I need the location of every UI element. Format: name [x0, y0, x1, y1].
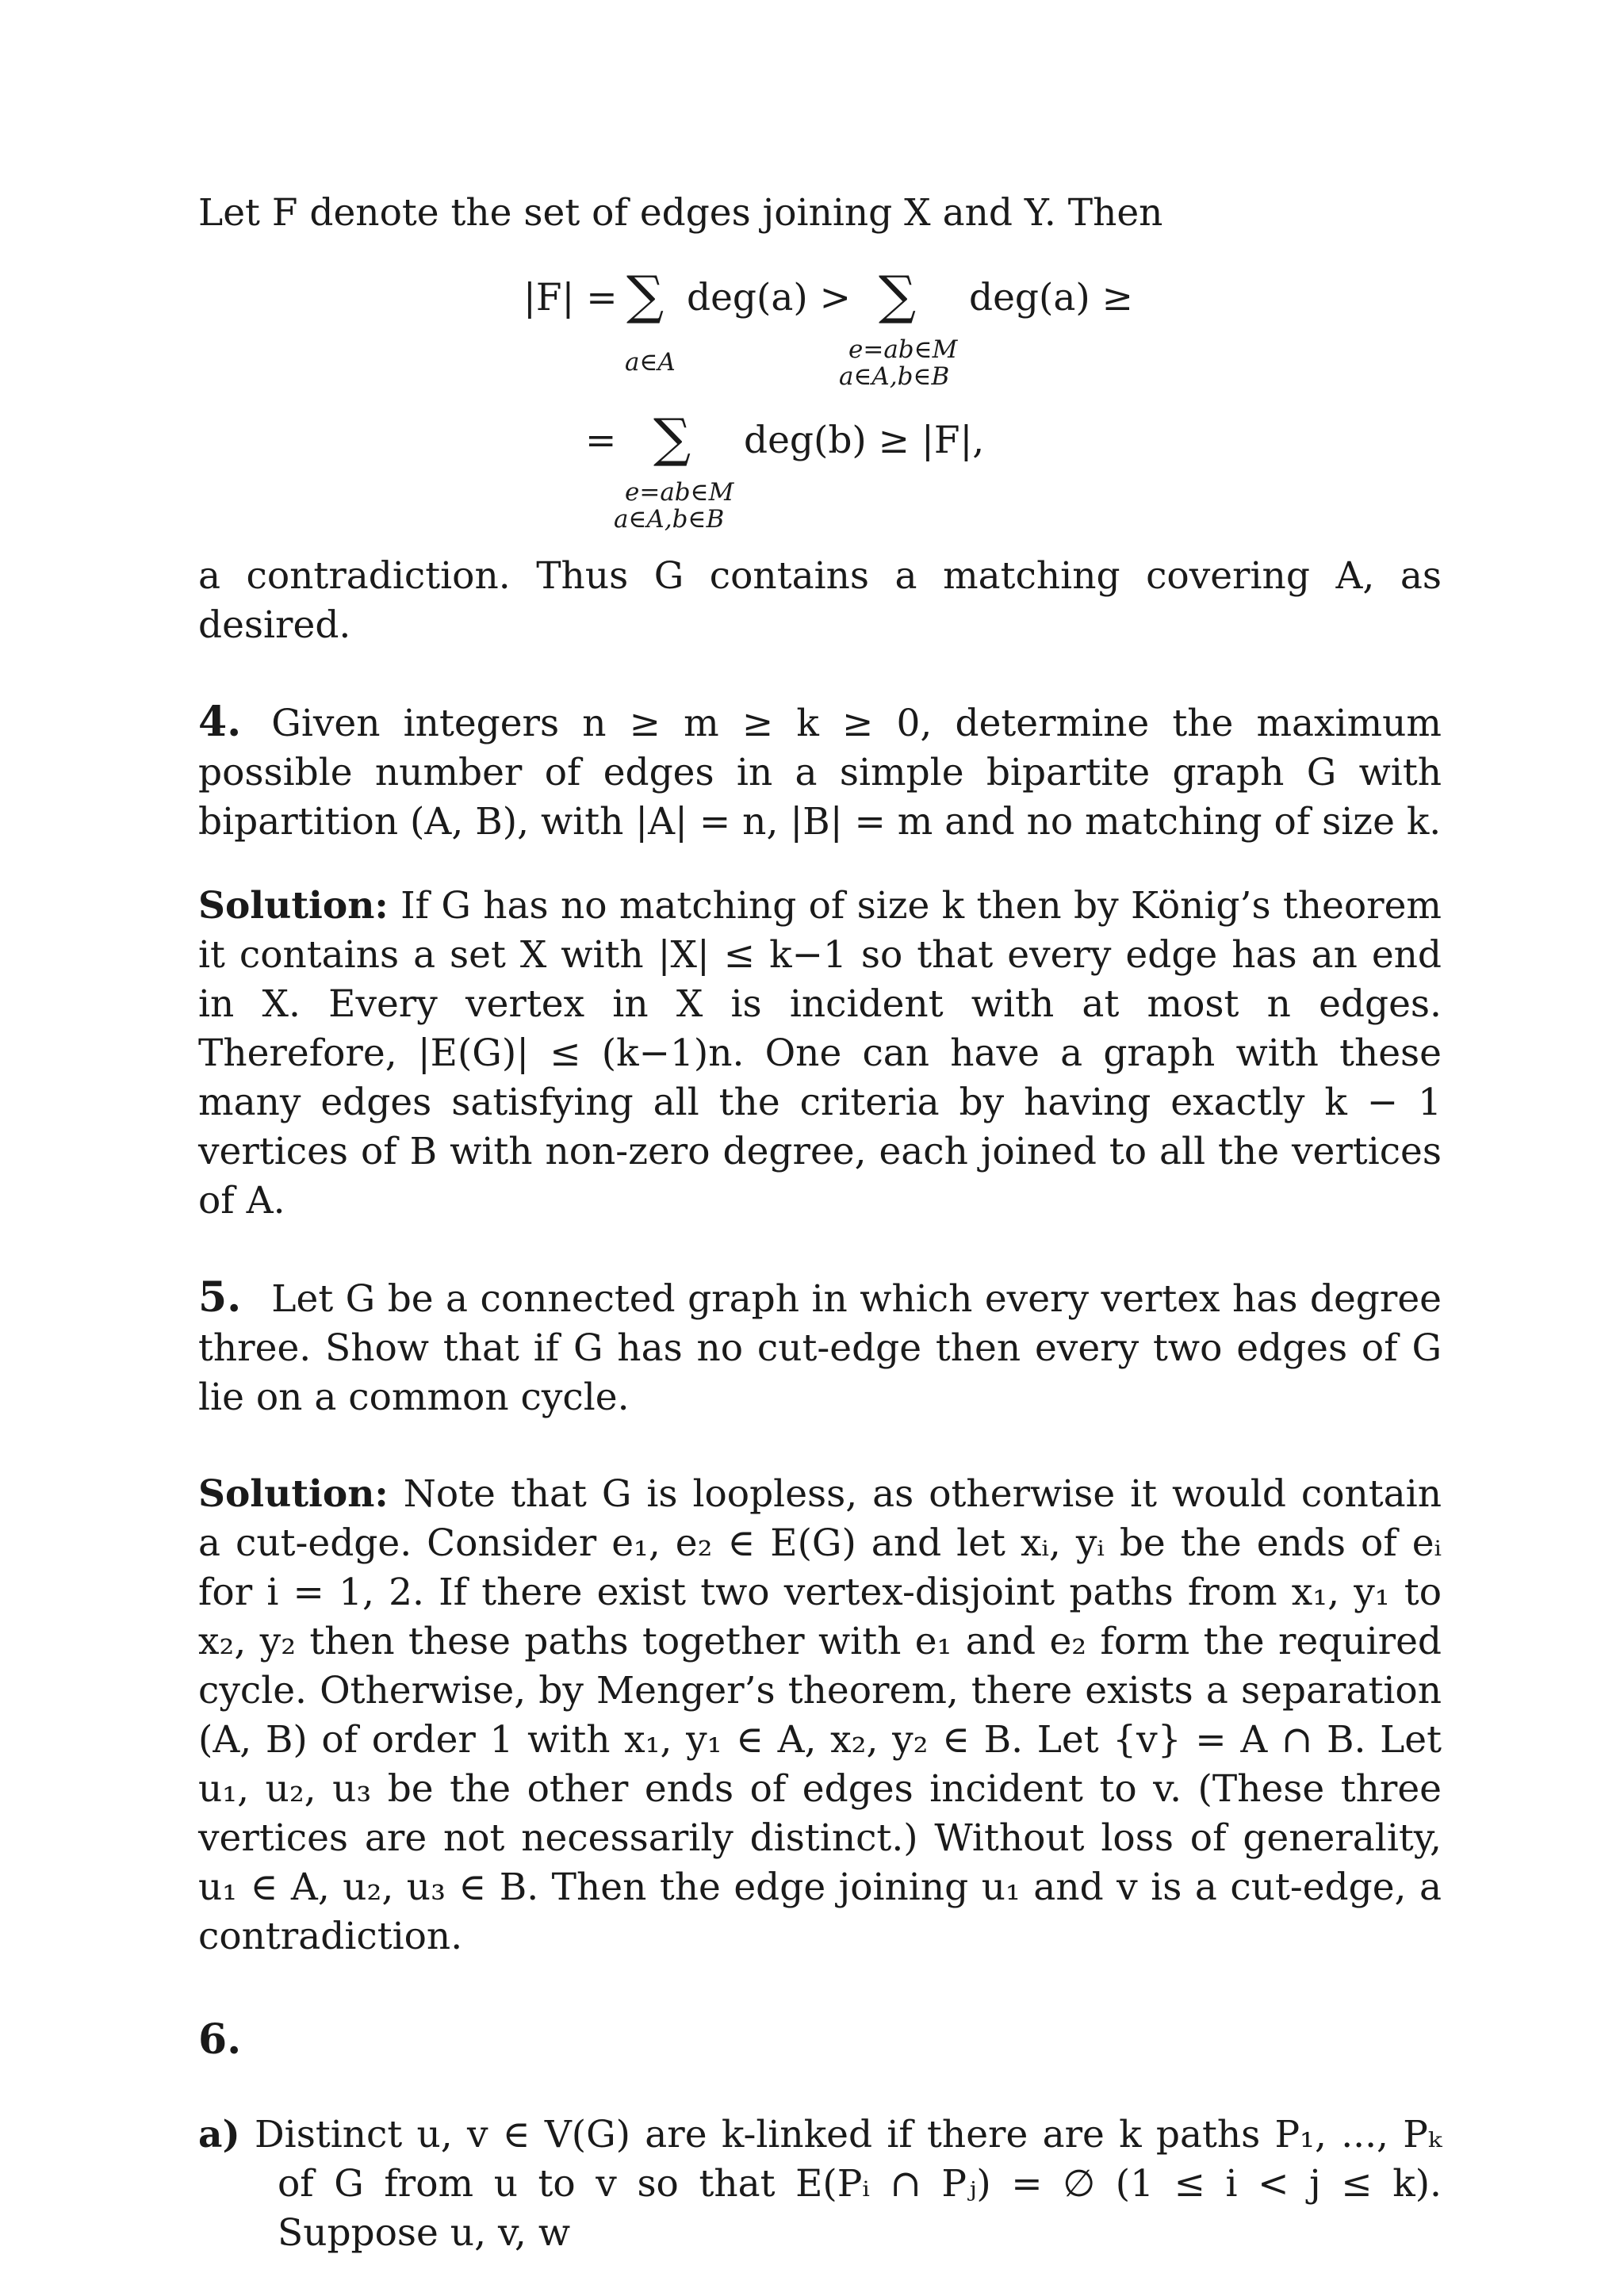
eq-line2-lhs: = [585, 419, 617, 462]
problem-number: 4. [198, 698, 242, 746]
sum-symbol: ∑ [626, 265, 665, 326]
eq-line1-term2: deg(a) ≥ [969, 276, 1134, 320]
intro-paragraph: Let F denote the set of edges joining X and Y. Then [198, 191, 1163, 235]
eq-line1-sub1: a∈A [625, 348, 676, 377]
problem-text: Let G be a connected graph in which every vertex has degree three. Show that if G has no cut-edge then every two edges of G lie on a common cycle. [198, 1277, 1442, 1419]
problem-number: 6. [198, 2015, 242, 2064]
eq-line1-sub2b: a∈A,b∈B [839, 362, 950, 391]
document-page [198, 189, 1442, 2258]
solution-label: Solution: [198, 884, 389, 928]
solution-text: If G has no matching of size k then by König’s theorem it contains a set X with |X| ≤ k−1 so that every edge has an end in X. Every vertex in X is incident with at most n edges. Therefore, |E(G)| ≤ (k−1)n. One can have a graph with these many edges satisfying all the criteria by having exactly k − 1 vertices of B with non-zero degree, each joined to all the vertices of A. [198, 884, 1442, 1223]
sum-symbol: ∑ [653, 408, 691, 469]
conclusion-paragraph: a contradiction. Thus G contains a matching covering A, as desired. [198, 554, 1442, 647]
problem-number: 5. [198, 1273, 242, 1322]
solution-label: Solution: [198, 1472, 389, 1516]
eq-line2-term: deg(b) ≥ |F|, [744, 419, 985, 462]
problem-text: Given integers n ≥ m ≥ k ≥ 0, determine the maximum possible number of edges in a simple bipartite graph G with bipartition (A, B), with |A| = n, |B| = m and no matching of size k. [198, 702, 1442, 844]
solution-5 [198, 1470, 1442, 1961]
problem-6 [198, 2015, 1442, 2066]
solution-4 [198, 882, 1442, 1226]
eq-line1-lhs: |F| = [523, 276, 618, 320]
eq-line1-term1: deg(a) > [687, 276, 852, 320]
part-text: Distinct u, v ∈ V(G) are k-linked if there are k paths P₁, ..., Pₖ of G from u to v so that E(Pᵢ ∩ Pⱼ) = ∅ (1 ≤ i < j ≤ k). Suppose u, v, w [254, 2113, 1442, 2255]
display-equation [198, 238, 1442, 552]
problem-5 [198, 1273, 1442, 1422]
problem-4 [198, 698, 1442, 847]
eq-line2-suba: e=ab∈M [625, 478, 734, 507]
problem-6-part-a [198, 2110, 1442, 2258]
solution-text: Note that G is loopless, as otherwise it would contain a cut-edge. Consider e₁, e₂ ∈ E(G) and let xᵢ, yᵢ be the ends of eᵢ for i = 1, 2. If there exist two vertex-disjoint paths from x₁, y₁ to x₂, y₂ then these paths together with e₁ and e₂ form the required cycle. Otherwise, by Menger’s theorem, there exists a separation (A, B) of order 1 with x₁, y₁ ∈ A, x₂, y₂ ∈ B. Let {v} = A ∩ B. Let u₁, u₂, u₃ be the other ends of edges incident to v. (These three vertices are not necessarily distinct.) Without loss of generality, u₁ ∈ A, u₂, u₃ ∈ B. Then the edge joining u₁ and v is a cut-edge, a contradiction. [198, 1472, 1442, 1958]
eq-line2-subb: a∈A,b∈B [614, 505, 725, 534]
sum-symbol: ∑ [879, 265, 917, 326]
part-label: a) [198, 2113, 240, 2156]
eq-line1-sub2a: e=ab∈M [848, 335, 958, 364]
